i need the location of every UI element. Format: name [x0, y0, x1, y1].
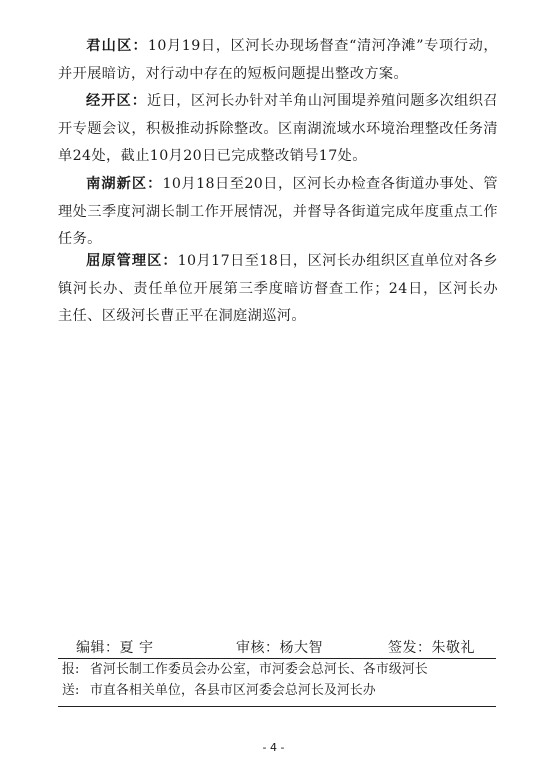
send-to-line: [62, 681, 376, 701]
paragraph-lead: 君山区：: [86, 38, 148, 54]
paragraph-lead: 经开区：: [86, 93, 147, 109]
page-number: - 4 -: [262, 741, 285, 754]
paragraph-body: 近日，区河长办针对羊角山河围堤养殖问题多次组织召开专题会议，积极推动拆除整改。区南湖流域水环境治理整改任务清单24处，截止10月20日已完成整改销号17处。: [58, 93, 498, 165]
signature-row: [0, 637, 547, 657]
paragraph-body: 10月19日，区河长办现场督查“清河净滩”专项行动，并开展暗访，对行动中存在的短板问题提出整改方案。: [58, 38, 498, 82]
reviewer-signature: 审核：杨大智: [236, 640, 323, 656]
paragraph-nanhu: [58, 171, 498, 254]
divider-top: [58, 658, 496, 659]
report-recipients: 省河长制工作委员会办公室，市河委会总河长、各市级河长: [90, 662, 428, 677]
paragraph-body: 10月18日至20日，区河长办检查各街道办事处、管理处三季度河湖长制工作开展情况，并督导各街道完成年度重点工作任务。: [58, 176, 498, 248]
divider-bottom: [58, 706, 496, 707]
send-label: 送:: [62, 683, 80, 698]
paragraph-body: 10月17日至18日，区河长办组织区直单位对各乡镇河长办、责任单位开展第三季度暗访督查工作；24日，区河长办主任、区级河长曹正平在洞庭湖巡河。: [58, 253, 498, 325]
paragraph-lead: 屈原管理区：: [86, 253, 178, 269]
report-to-line: [62, 660, 428, 680]
report-label: 报:: [62, 662, 80, 677]
editor-signature: 编辑：夏 宇: [76, 640, 154, 656]
paragraph-quyuan: [58, 248, 498, 331]
paragraph-lead: 南湖新区：: [86, 176, 163, 192]
send-recipients: 市直各相关单位，各县市区河委会总河长及河长办: [90, 683, 376, 698]
issuer-signature: 签发：朱敬礼: [388, 640, 475, 656]
paragraph-jingkai: [58, 88, 498, 171]
paragraph-junshan: [58, 33, 498, 88]
